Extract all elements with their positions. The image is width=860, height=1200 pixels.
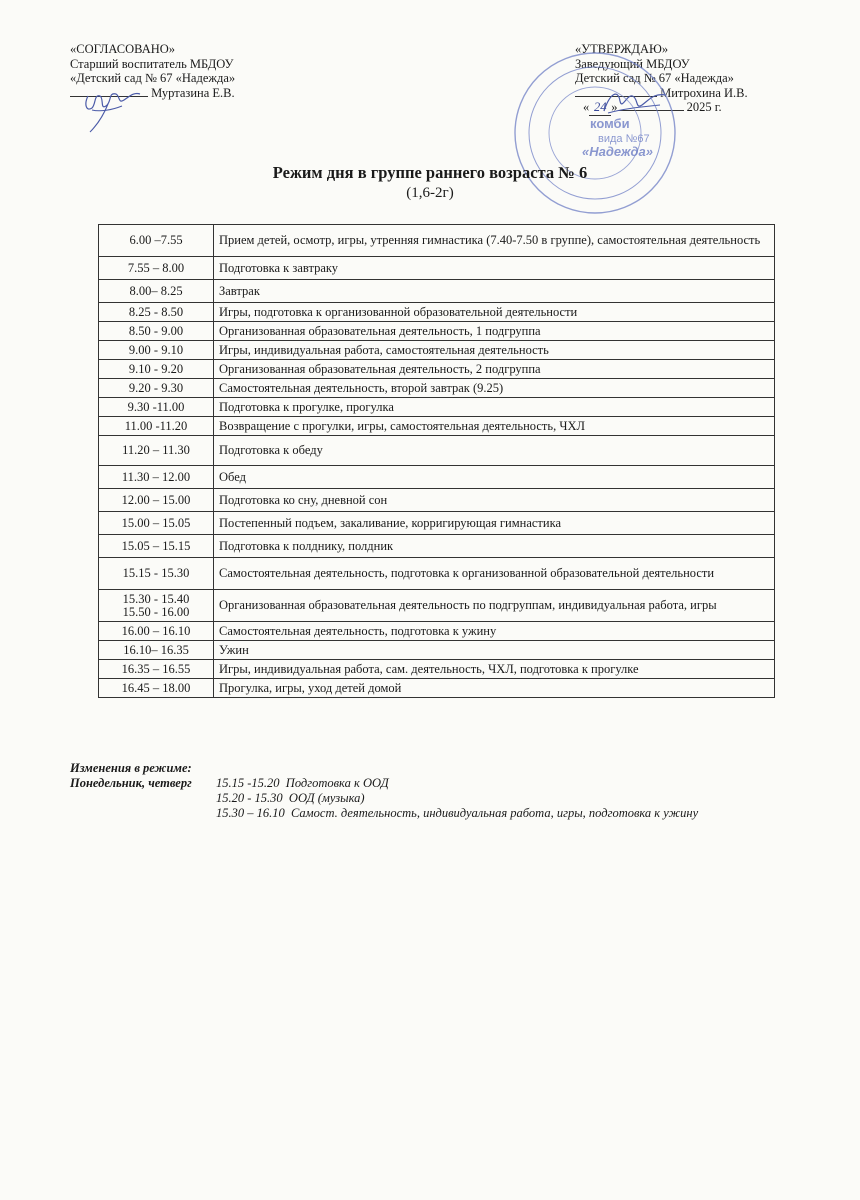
changes-time: 15.15 -15.20 xyxy=(216,776,280,790)
approval-right-heading: «УТВЕРЖДАЮ» xyxy=(575,42,669,56)
schedule-time: 16.00 – 16.10 xyxy=(99,622,214,641)
stamp-line3: «Надежда» xyxy=(582,144,654,159)
schedule-activity: Постепенный подъем, закаливание, корригирующая гимнастика xyxy=(214,512,775,535)
schedule-time: 9.30 -11.00 xyxy=(99,398,214,417)
changes-row xyxy=(70,776,698,791)
schedule-row xyxy=(99,398,775,417)
schedule-time: 11.20 – 11.30 xyxy=(99,436,214,466)
schedule-activity: Игры, индивидуальная работа, самостоятельная деятельность xyxy=(214,341,775,360)
date-year: 2025 г. xyxy=(686,100,722,114)
approval-right-name: Митрохина И.В. xyxy=(660,85,748,100)
schedule-changes xyxy=(70,761,698,821)
schedule-time: 7.55 – 8.00 xyxy=(99,257,214,280)
schedule-activity: Подготовка к полднику, полдник xyxy=(214,535,775,558)
schedule-row xyxy=(99,225,775,257)
schedule-activity: Прогулка, игры, уход детей домой xyxy=(214,679,775,698)
schedule-activity: Подготовка к обеду xyxy=(214,436,775,466)
schedule-activity: Игры, индивидуальная работа, сам. деятельность, ЧХЛ, подготовка к прогулке xyxy=(214,660,775,679)
schedule-row xyxy=(99,280,775,303)
schedule-row xyxy=(99,257,775,280)
schedule-activity: Игры, подготовка к организованной образовательной деятельности xyxy=(214,303,775,322)
approval-right-org: Детский сад № 67 «Надежда» xyxy=(575,71,734,85)
approval-left-org: «Детский сад № 67 «Надежда» xyxy=(70,71,236,85)
schedule-time: 15.30 - 15.40 xyxy=(122,591,190,606)
schedule-time: 16.45 – 18.00 xyxy=(99,679,214,698)
schedule-time: 11.30 – 12.00 xyxy=(99,466,214,489)
schedule-activity: Самостоятельная деятельность, подготовка к ужину xyxy=(214,622,775,641)
schedule-row xyxy=(99,622,775,641)
schedule-row xyxy=(99,417,775,436)
schedule-activity: Обед xyxy=(214,466,775,489)
changes-text: Самост. деятельность, индивидуальная работа, игры, подготовка к ужину xyxy=(291,806,699,820)
changes-time: 15.30 – 16.10 xyxy=(216,806,285,820)
schedule-row xyxy=(99,641,775,660)
schedule-row xyxy=(99,535,775,558)
schedule-time: 8.50 - 9.00 xyxy=(99,322,214,341)
schedule-activity: Подготовка ко сну, дневной сон xyxy=(214,489,775,512)
schedule-time-pair xyxy=(99,590,214,622)
schedule-activity: Организованная образовательная деятельность, 1 подгруппа xyxy=(214,322,775,341)
schedule-time: 15.15 - 15.30 xyxy=(99,558,214,590)
schedule-row xyxy=(99,679,775,698)
schedule-row xyxy=(99,322,775,341)
schedule-row xyxy=(99,590,775,622)
approval-left-heading: «СОГЛАСОВАНО» xyxy=(70,42,176,56)
schedule-row xyxy=(99,341,775,360)
stamp-line2: вида №67 xyxy=(598,133,650,145)
schedule-time: 8.25 - 8.50 xyxy=(99,303,214,322)
schedule-row xyxy=(99,436,775,466)
schedule-time: 16.10– 16.35 xyxy=(99,641,214,660)
schedule-time: 6.00 –7.55 xyxy=(99,225,214,257)
page-subtitle: (1,6-2г) xyxy=(406,185,454,201)
schedule-time: 9.00 - 9.10 xyxy=(99,341,214,360)
schedule-time: 15.05 – 15.15 xyxy=(99,535,214,558)
schedule-activity: Самостоятельная деятельность, второй завтрак (9.25) xyxy=(214,379,775,398)
schedule-activity: Подготовка к завтраку xyxy=(214,257,775,280)
date-day: 24 xyxy=(589,100,611,116)
schedule-time: 12.00 – 15.00 xyxy=(99,489,214,512)
schedule-time: 8.00– 8.25 xyxy=(99,280,214,303)
schedule-time: 9.20 - 9.30 xyxy=(99,379,214,398)
schedule-row xyxy=(99,660,775,679)
approval-left-position: Старший воспитатель МБДОУ xyxy=(70,56,234,71)
schedule-row xyxy=(99,379,775,398)
date-open-quote: « xyxy=(583,100,590,114)
schedule-activity: Подготовка к прогулке, прогулка xyxy=(214,398,775,417)
schedule-row xyxy=(99,360,775,379)
signature-left-icon xyxy=(78,82,148,134)
schedule-row xyxy=(99,512,775,535)
schedule-row xyxy=(99,489,775,512)
date-close-quote: » xyxy=(611,100,618,114)
schedule-row xyxy=(99,466,775,489)
approval-right-position: Заведующий МБДОУ xyxy=(575,56,690,71)
schedule-time: 9.10 - 9.20 xyxy=(99,360,214,379)
schedule-activity: Организованная образовательная деятельность, 2 подгруппа xyxy=(214,360,775,379)
schedule-activity: Возвращение с прогулки, игры, самостоятельная деятельность, ЧХЛ xyxy=(214,417,775,436)
schedule-row xyxy=(99,558,775,590)
changes-text: ООД (музыка) xyxy=(288,791,365,805)
schedule-row xyxy=(99,303,775,322)
stamp-line1: комби xyxy=(590,116,630,131)
changes-row xyxy=(70,806,698,821)
page-title: Режим дня в группе раннего возраста № 6 xyxy=(272,163,588,182)
schedule-activity: Завтрак xyxy=(214,280,775,303)
schedule-activity: Самостоятельная деятельность, подготовка к организованной образовательной деятельности xyxy=(214,558,775,590)
schedule-activity: Организованная образовательная деятельность по подгруппам, индивидуальная работа, игры xyxy=(214,590,775,622)
changes-heading: Изменения в режиме: xyxy=(70,761,192,775)
changes-time: 15.20 - 15.30 xyxy=(216,791,283,805)
schedule-time: 11.00 -11.20 xyxy=(99,417,214,436)
approval-left-name: Муртазина Е.В. xyxy=(151,85,235,100)
schedule-activity: Ужин xyxy=(214,641,775,660)
schedule-table xyxy=(98,224,775,698)
schedule-time: 16.35 – 16.55 xyxy=(99,660,214,679)
schedule-activity: Прием детей, осмотр, игры, утренняя гимнастика (7.40-7.50 в группе), самостоятельная деятельность xyxy=(214,225,775,257)
changes-days: Понедельник, четверг xyxy=(70,776,192,790)
schedule-time-second: 15.50 - 16.00 xyxy=(122,604,190,619)
schedule-time: 15.00 – 15.05 xyxy=(99,512,214,535)
changes-text: Подготовка к ООД xyxy=(285,776,389,790)
changes-row xyxy=(70,791,698,806)
